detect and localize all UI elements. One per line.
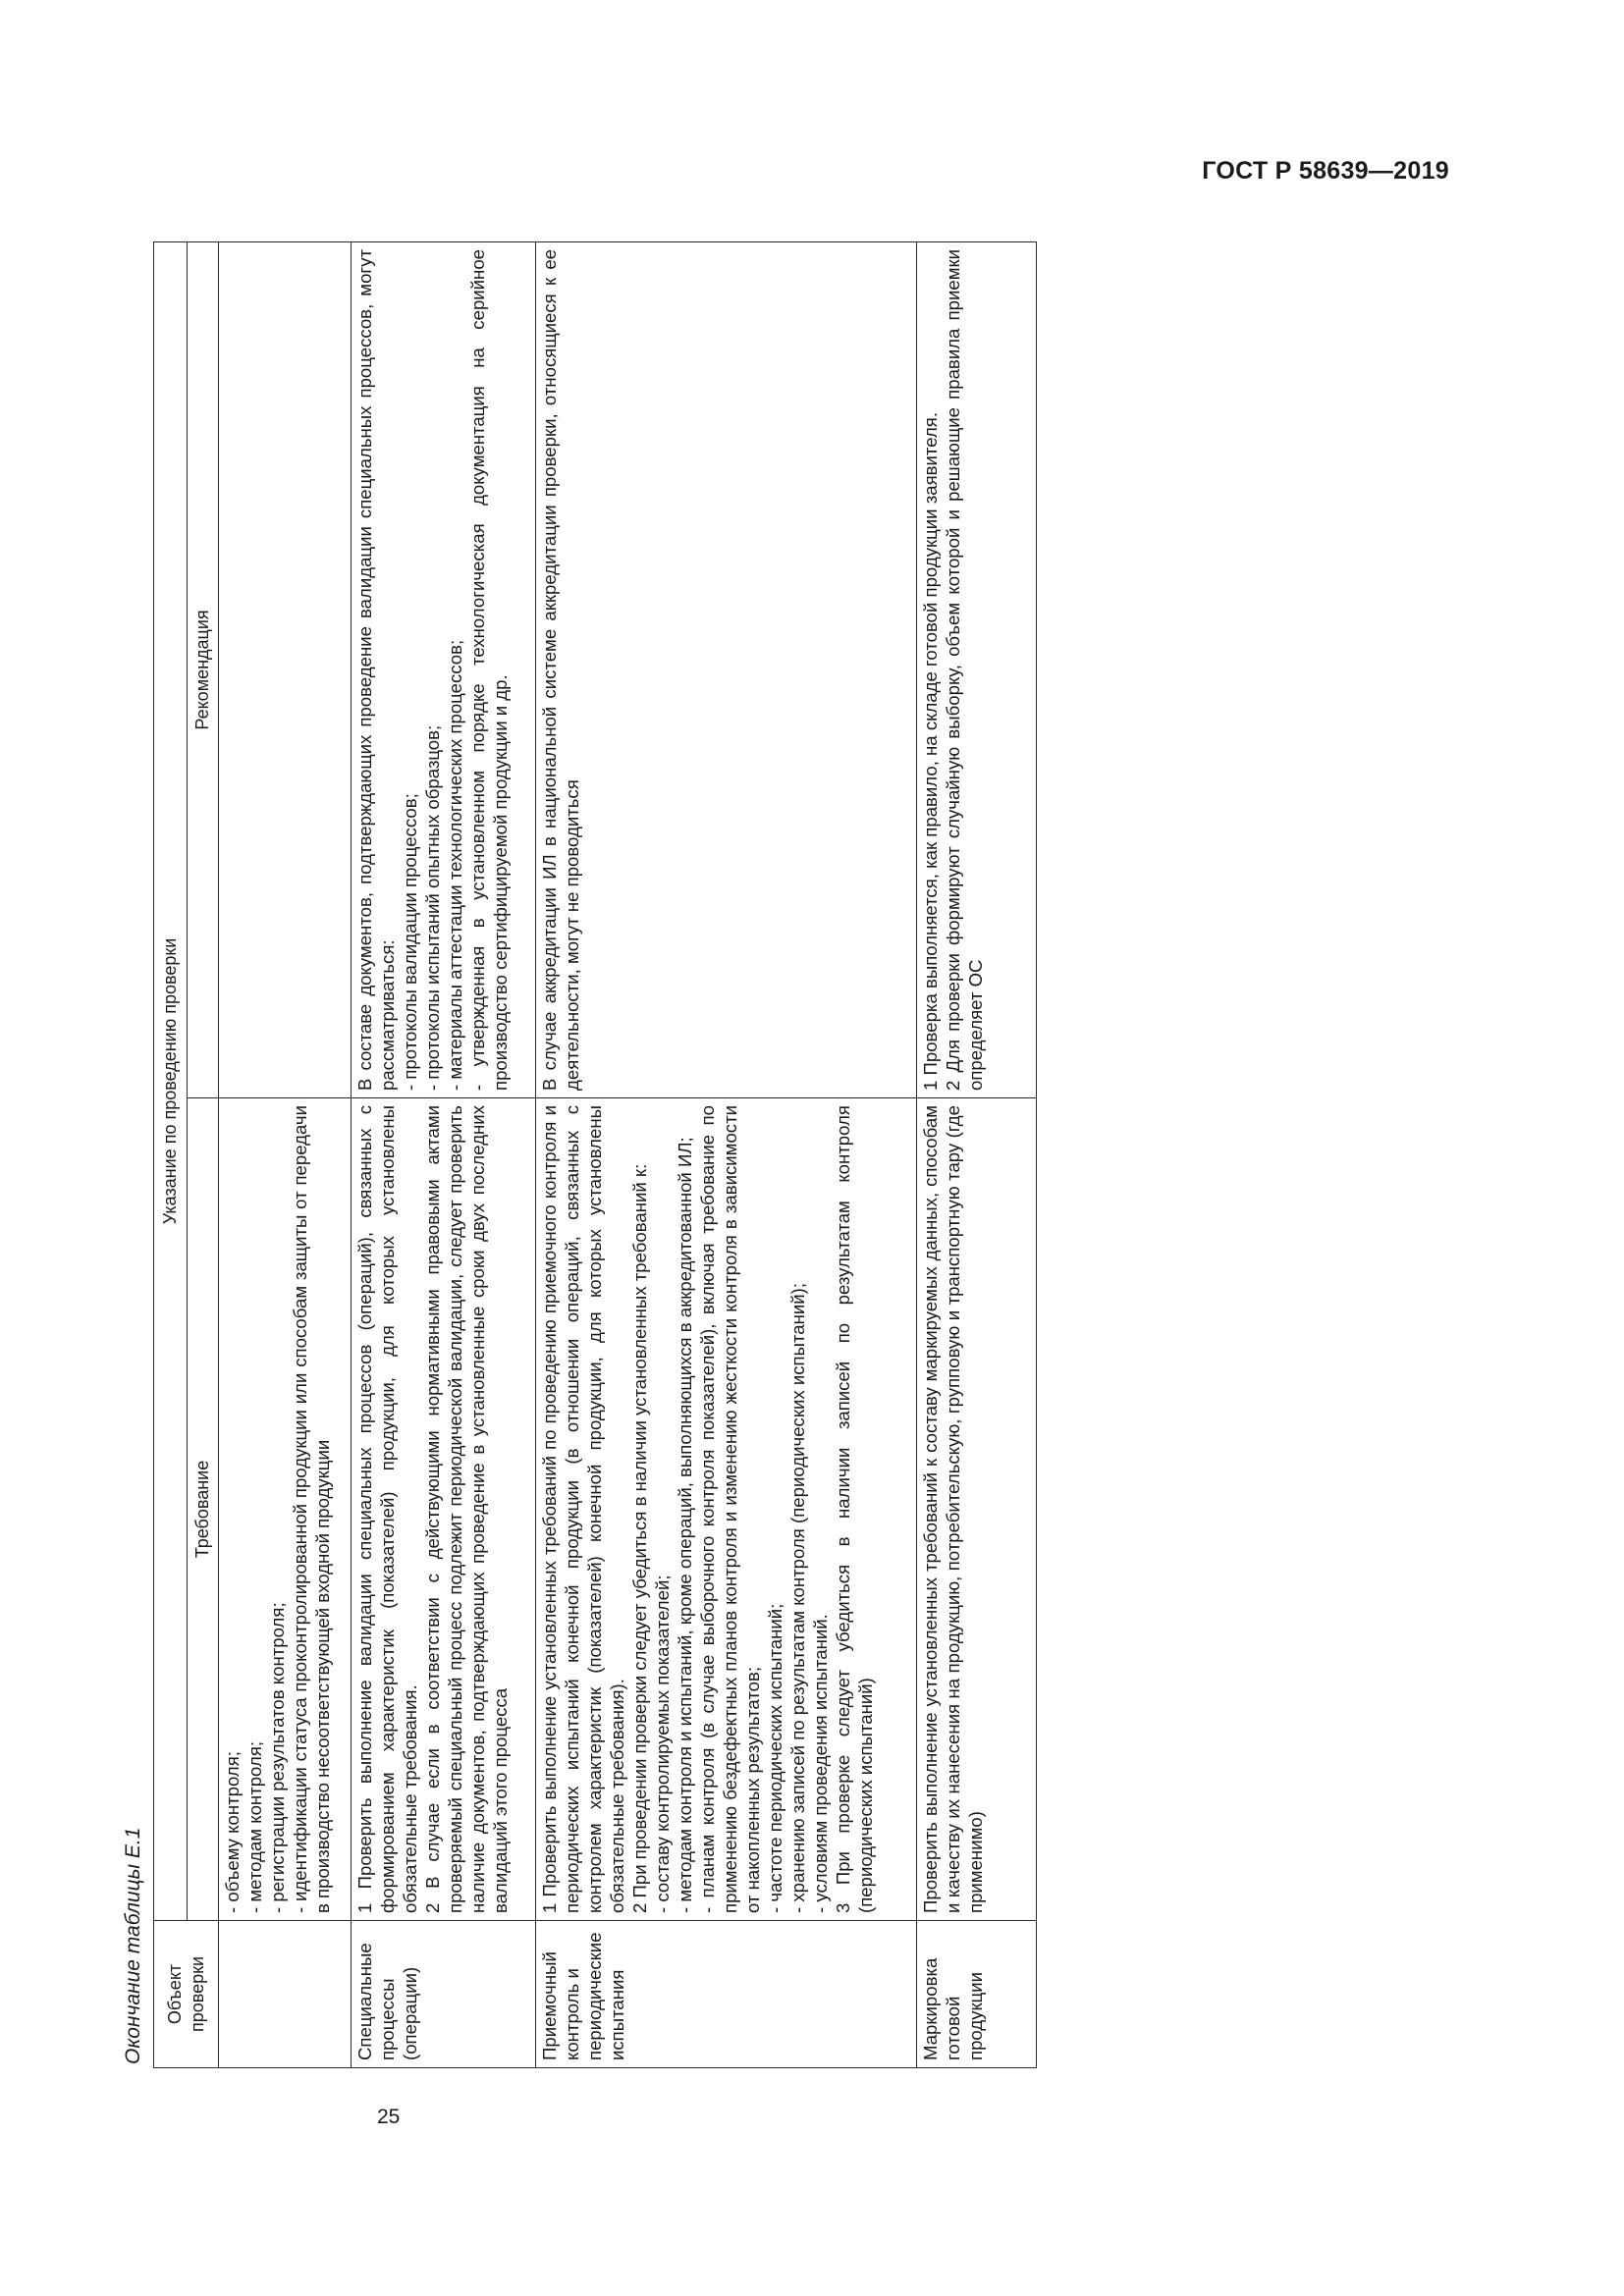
page-number: 25: [377, 2106, 401, 2128]
recommendation-cell: [536, 241, 917, 1097]
recommendation-line: - протоколы испытаний опытных образцов;: [422, 724, 443, 1091]
requirement-line: - объему контроля;: [222, 1751, 243, 1913]
requirement-line: - методам контроля;: [244, 1740, 265, 1913]
requirement-cell: [536, 1098, 917, 1921]
recommendation-line: В составе документов, подтверждающих проведение валидации специальных процессов, могут рассматриваться:: [354, 248, 398, 1091]
table-row: [219, 241, 352, 2067]
recommendation-cell: [352, 241, 536, 1097]
requirement-line: 1 Проверить выполнение установленных требований по проведению приемочного контроля и периодических испытаний конечной продукции (в отношении операций, связанных с контролем характеристик (показателей) конечной продукции, для которых установлены обязательные требования).: [539, 1105, 627, 1913]
requirement-line: - методам контроля и испытаний, кроме операций, выполняющихся в аккредитованной ИЛ;: [675, 1137, 695, 1913]
requirement-cell: [219, 1098, 352, 1921]
recommendation-line: 2 Для проверки формируют случайную выборку, объем которой и решающие правила приемки определяет ОС: [943, 248, 986, 1091]
table-caption: Окончание таблицы Е.1: [122, 1827, 144, 2064]
object-cell: Специальные процессы (операции): [352, 1921, 536, 2068]
header-recommendation: Рекомендация: [188, 241, 219, 1097]
recommendation-cell: [219, 241, 352, 1097]
requirement-line: - регистрации результатов контроля;: [267, 1602, 288, 1913]
recommendation-line: - протоколы валидации процессов;: [400, 793, 420, 1091]
table-row: [536, 241, 917, 2067]
recommendation-line: 1 Проверка выполняется, как правило, на складе готовой продукции заявителя.: [920, 411, 941, 1091]
table-row: [917, 241, 1037, 2067]
requirement-line: Проверить выполнение установленных требований к составу маркируемых данных, способам и качеству их нанесения на продукцию, потребительскую, групповую и транспортную тару (где применимо): [920, 1105, 986, 1913]
header-object: Объект проверки: [154, 1921, 219, 2068]
requirement-line: 3 При проверке следует убедиться в наличии записей по результатам контроля (периодических испытаний): [833, 1105, 876, 1913]
requirement-cell: [352, 1098, 536, 1921]
requirement-line: - идентификации статуса проконтролированной продукции или способам защиты от передачи в производство несоответствующей входной продукции: [290, 1105, 333, 1913]
recommendation-line: В случае аккредитации ИЛ в национальной системе аккредитации проверки, относящиеся к ее деятельности, могут не проводиться: [539, 248, 582, 1091]
requirement-line: - частоте периодических испытаний;: [765, 1603, 785, 1913]
header-instructions: Указание по проведению проверки: [154, 241, 188, 1920]
table-row: [352, 241, 536, 2067]
requirement-line: 2 В случае если в соответствии с действующими нормативными правовыми актами проверяемый специальный процесс подлежит периодической валидации, следует проверить наличие документов, подтверждающих проведение в установленные сроки двух последних валидаций этого процесса: [422, 1105, 511, 1913]
header-requirement: Требование: [188, 1098, 219, 1921]
object-cell: [219, 1921, 352, 2068]
recommendation-line: - утвержденная в установленном порядке технологическая документация на серийное производство сертифицируемой продукции и др.: [467, 248, 511, 1091]
requirement-line: - хранению записей по результатам контроля (периодических испытаний);: [787, 1283, 808, 1913]
standard-code: ГОСТ Р 58639—2019: [1202, 157, 1449, 185]
requirement-line: 2 При проведении проверки следует убедиться в наличии установленных требований к:: [629, 1163, 650, 1913]
recommendation-cell: [917, 241, 1037, 1097]
requirement-cell: [917, 1098, 1037, 1921]
requirement-line: - составу контролируемых показателей;: [652, 1575, 673, 1913]
requirement-line: - планам контроля (в случае выборочного контроля показателей), включая требование по применению бездефектных планов контроля и изменению жесткости контроля в зависимости от накопленных результатов;: [697, 1105, 763, 1913]
object-cell: Маркировка готовой продукции: [917, 1921, 1037, 2068]
requirement-line: 1 Проверить выполнение валидации специальных процессов (операций), связанных с формированием характеристик (показателей) продукции, для которых установлены обязательные требования.: [354, 1105, 420, 1913]
requirement-line: - условиям проведения испытаний.: [810, 1614, 831, 1913]
inspection-table: [153, 241, 1037, 2068]
recommendation-line: - материалы аттестации технологических процессов;: [445, 639, 465, 1091]
object-cell: Приемочный контроль и периодические испытания: [536, 1921, 917, 2068]
